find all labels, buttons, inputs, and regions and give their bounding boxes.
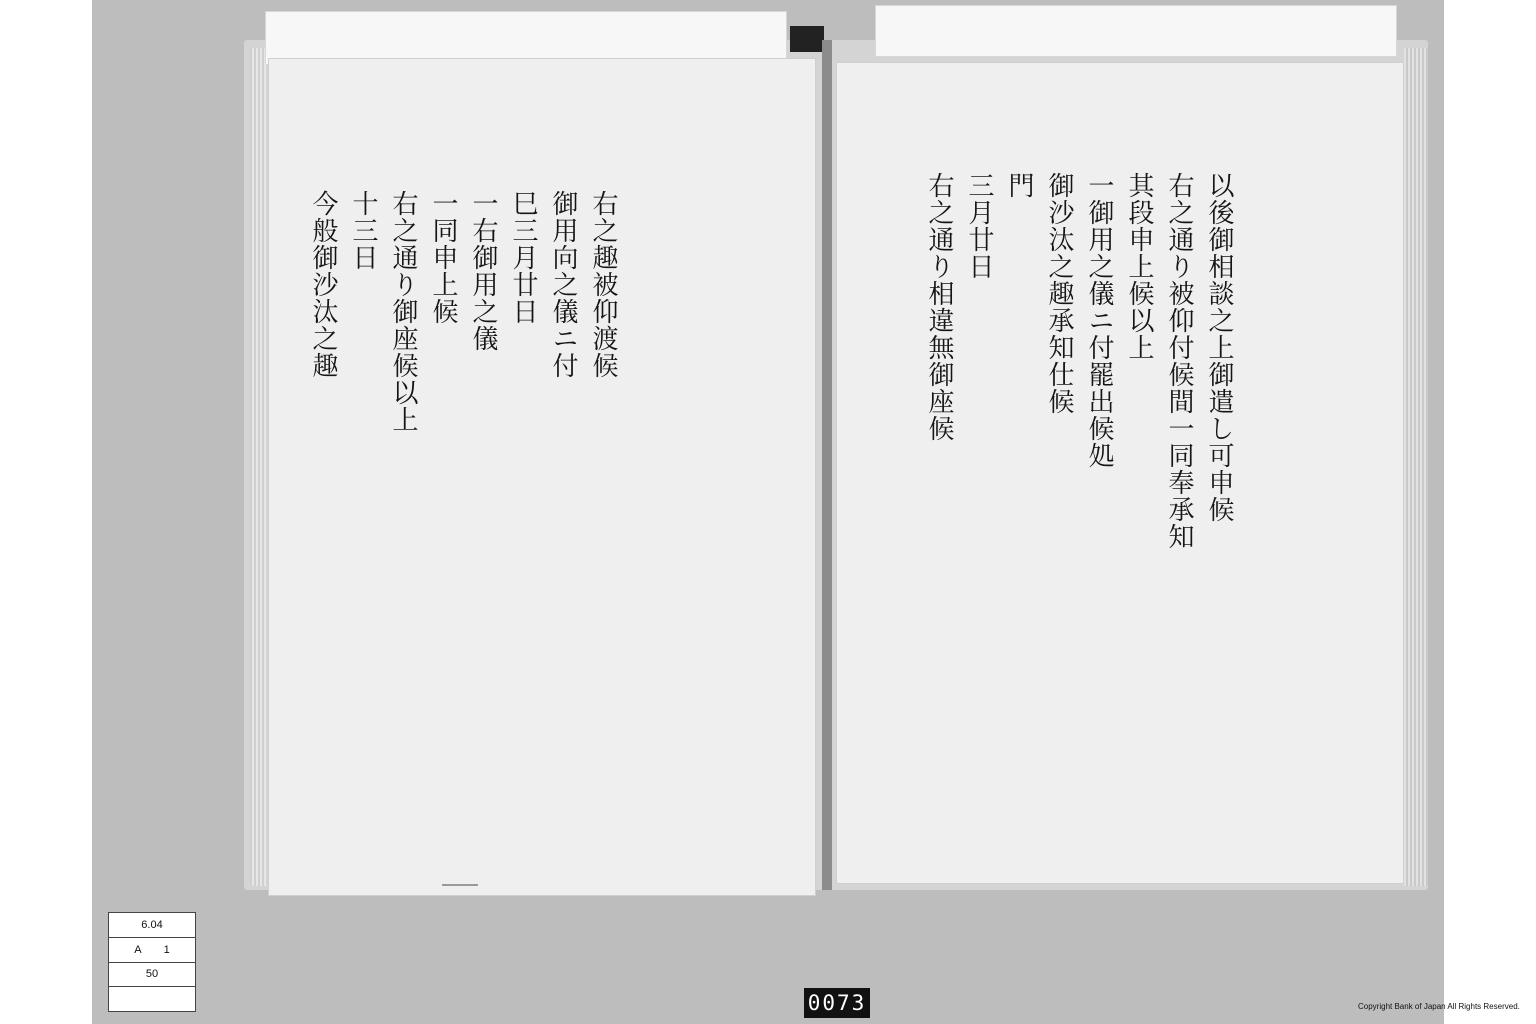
manuscript-column: 右之通り御座候以上 bbox=[388, 190, 418, 433]
binding-clip bbox=[790, 26, 824, 52]
manuscript-column: 御沙汰之趣承知仕候 bbox=[1044, 172, 1074, 415]
catalog-row bbox=[109, 938, 195, 963]
catalog-row bbox=[109, 987, 195, 1011]
catalog-number: 50 bbox=[145, 968, 159, 981]
left-page-top-slip bbox=[266, 12, 786, 64]
right-page-edges bbox=[1404, 48, 1428, 886]
catalog-label bbox=[108, 912, 196, 1012]
manuscript-column: 今般御沙汰之趣 bbox=[308, 190, 338, 379]
manuscript-column: 右之趣被仰渡候 bbox=[588, 190, 618, 379]
frame-number: 0073 bbox=[804, 988, 870, 1018]
manuscript-column: 門 bbox=[1004, 172, 1034, 199]
manuscript-column: 一右御用之儀 bbox=[468, 190, 498, 352]
catalog-volume: 1 bbox=[163, 943, 170, 956]
manuscript-column: 右之通り相違無御座候 bbox=[924, 172, 954, 442]
manuscript-column: 十三日 bbox=[348, 190, 378, 271]
manuscript-column: 一御用之儀ニ付罷出候処 bbox=[1084, 172, 1114, 469]
left-page-edges bbox=[250, 48, 266, 886]
manuscript-column: 三月廿日 bbox=[964, 172, 994, 280]
left-page-manuscript bbox=[298, 190, 618, 820]
manuscript-column: 一同申上候 bbox=[428, 190, 458, 325]
right-page-top-slip bbox=[876, 6, 1396, 56]
manuscript-column: 右之通り被仰付候間一同奉承知 bbox=[1164, 172, 1194, 550]
page-fold-mark bbox=[442, 884, 478, 886]
manuscript-column: 御用向之儀ニ付 bbox=[548, 190, 578, 379]
manuscript-column: 其段申上候以上 bbox=[1124, 172, 1154, 361]
copyright-notice: Copyright Bank of Japan All Rights Reserved. bbox=[1358, 1002, 1520, 1011]
catalog-row bbox=[109, 963, 195, 988]
manuscript-column: 以後御相談之上御遣し可申候 bbox=[1204, 172, 1234, 523]
catalog-code: 6.04 bbox=[141, 918, 163, 931]
right-page-manuscript bbox=[914, 172, 1234, 712]
catalog-row bbox=[109, 913, 195, 938]
manuscript-column: 巳三月廿日 bbox=[508, 190, 538, 325]
book-gutter bbox=[822, 40, 832, 890]
catalog-series: A bbox=[134, 943, 142, 956]
